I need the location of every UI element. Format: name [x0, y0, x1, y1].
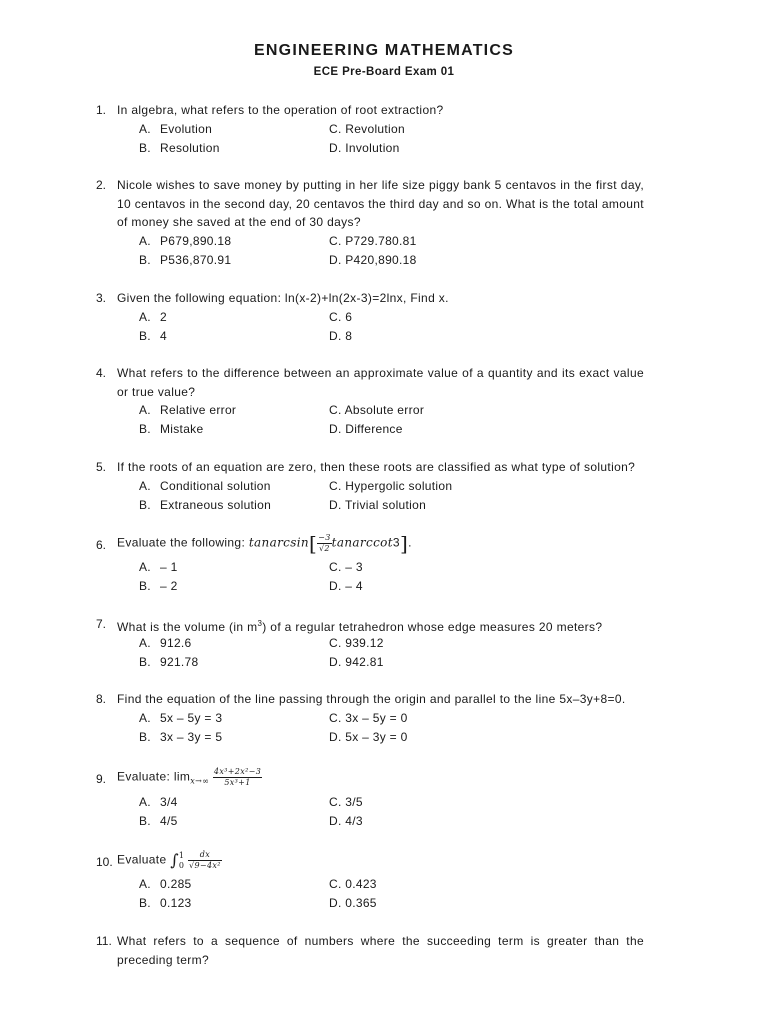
question-number: 11.: [96, 934, 112, 948]
question-text: What refers to a sequence of numbers where the succeeding term is greater than the preceding term?: [117, 934, 644, 967]
integral-sign-icon: ∫: [170, 850, 179, 870]
fraction-numerator: −3: [318, 533, 331, 542]
option-a-label: A.: [139, 479, 151, 493]
option-a-label: A.: [139, 560, 151, 574]
option-d: D. 942.81: [329, 655, 384, 669]
option-b-label: B.: [139, 498, 151, 512]
option-b-label: B.: [139, 730, 151, 744]
right-bracket-icon: ]: [399, 531, 409, 556]
option-b-label: B.: [139, 422, 151, 436]
option-d: D. Trivial solution: [329, 498, 427, 512]
option-a: Evolution: [160, 122, 213, 136]
question-number: 5.: [96, 460, 107, 474]
option-d: D. Difference: [329, 422, 403, 436]
option-d: D. 8: [329, 329, 353, 343]
option-c: C. 3x – 5y = 0: [329, 711, 408, 725]
question-text-prefix: Evaluate: [117, 852, 167, 867]
option-b-label: B.: [139, 814, 151, 828]
option-a: P679,890.18: [160, 234, 232, 248]
fraction-numerator: dx: [188, 850, 222, 861]
option-b: 4: [160, 329, 167, 343]
option-b: – 2: [160, 579, 178, 593]
option-b: Resolution: [160, 141, 220, 155]
option-d: D. 4/3: [329, 814, 363, 828]
option-a: 912.6: [160, 636, 192, 650]
option-a: – 1: [160, 560, 178, 574]
option-b: Extraneous solution: [160, 498, 272, 512]
math-expression-b: tanarccot: [331, 535, 393, 550]
lower-limit: 0: [178, 860, 185, 870]
option-c: C. Hypergolic solution: [329, 479, 453, 493]
question-number: 8.: [96, 692, 107, 706]
option-c: C. 6: [329, 310, 353, 324]
option-b-label: B.: [139, 579, 151, 593]
option-b: 3x – 3y = 5: [160, 730, 223, 744]
option-b-label: B.: [139, 896, 151, 910]
question-number: 3.: [96, 291, 107, 305]
fraction-denominator: 5x³+1: [224, 778, 251, 787]
question-number: 4.: [96, 366, 107, 380]
question-text-suffix: ) of a regular tetrahedron whose edge measures 20 meters?: [262, 620, 603, 634]
option-d: D. Involution: [329, 141, 400, 155]
option-c: C. Absolute error: [329, 403, 425, 417]
integral-limits: [179, 851, 184, 871]
question-number: 2.: [96, 178, 107, 192]
superscript: 3: [257, 619, 263, 628]
option-b-label: B.: [139, 141, 151, 155]
question-text-prefix: Evaluate the following:: [117, 535, 249, 550]
question-text: Nicole wishes to save money by putting in her life size piggy bank 5 centavos in the first day, 10 centavos in the second day, 20 centavos the third day and so on. What is the total amount of money she saved at the end of 30 days?: [117, 178, 644, 229]
option-b-label: B.: [139, 253, 151, 267]
fraction-denominator: √2: [318, 544, 330, 553]
option-b: P536,870.91: [160, 253, 232, 267]
option-c: C. 3/5: [329, 795, 363, 809]
question-number: 10.: [96, 855, 113, 869]
left-bracket-icon: [: [309, 531, 318, 556]
limit-subscript: x→∞: [190, 776, 210, 786]
option-c: C. – 3: [329, 560, 363, 574]
option-a-label: A.: [139, 122, 151, 136]
option-b: 4/5: [160, 814, 178, 828]
option-a-label: A.: [139, 234, 151, 248]
option-c: C. 0.423: [329, 877, 377, 891]
option-a: Relative error: [160, 403, 237, 417]
option-b: 0.123: [160, 896, 192, 910]
math-expression-a: tanarcsin: [248, 535, 310, 550]
question-text: [117, 767, 644, 791]
option-a: 2: [160, 310, 167, 324]
exam-title: ENGINEERING MATHEMATICS: [254, 42, 514, 59]
fraction-numerator: 4x³+2x²−3: [213, 767, 262, 776]
question-number: 6.: [96, 538, 107, 552]
question-number: 1.: [96, 103, 107, 117]
option-b-label: B.: [139, 655, 151, 669]
question-text-prefix: What is the volume (in m: [117, 620, 258, 634]
question-text: Given the following equation: ln(x-2)+ln(2x-3)=2lnx, Find x.: [117, 291, 449, 305]
upper-limit: 1: [178, 850, 185, 860]
fraction: [317, 533, 332, 554]
fraction-denominator: √9−4x²: [189, 861, 221, 870]
option-d: D. – 4: [329, 579, 363, 593]
option-b: 921.78: [160, 655, 199, 669]
question-text: [117, 533, 644, 554]
option-a: 0.285: [160, 877, 192, 891]
question-number: 9.: [96, 772, 107, 786]
question-text: Find the equation of the line passing through the origin and parallel to the line 5x–3y+8=0.: [117, 692, 626, 706]
question-text-suffix: .: [408, 535, 412, 550]
question-text: If the roots of an equation are zero, then these roots are classified as what type of solution?: [117, 460, 636, 474]
option-b-label: B.: [139, 329, 151, 343]
option-a-label: A.: [139, 636, 151, 650]
option-a: 3/4: [160, 795, 178, 809]
option-d: D. 0.365: [329, 896, 377, 910]
option-a-label: A.: [139, 310, 151, 324]
question-number: 7.: [96, 617, 107, 631]
fraction: [188, 850, 222, 871]
question-text: What refers to the difference between an approximate value of a quantity and its exact value or true value?: [117, 366, 644, 399]
math-expression-c: 3: [392, 535, 400, 550]
option-d: D. P420,890.18: [329, 253, 417, 267]
option-d: D. 5x – 3y = 0: [329, 730, 408, 744]
option-b: Mistake: [160, 422, 204, 436]
option-a-label: A.: [139, 877, 151, 891]
option-c: C. Revolution: [329, 122, 405, 136]
option-a: Conditional solution: [160, 479, 271, 493]
question-text: [117, 850, 644, 871]
option-c: C. 939.12: [329, 636, 384, 650]
option-a-label: A.: [139, 403, 151, 417]
option-a: 5x – 5y = 3: [160, 711, 223, 725]
option-c: C. P729.780.81: [329, 234, 417, 248]
option-a-label: A.: [139, 711, 151, 725]
exam-subtitle: ECE Pre-Board Exam 01: [313, 66, 455, 78]
option-a-label: A.: [139, 795, 151, 809]
fraction: [213, 767, 262, 788]
question-text-prefix: Evaluate: lim: [117, 769, 191, 784]
question-text: In algebra, what refers to the operation of root extraction?: [117, 103, 444, 117]
